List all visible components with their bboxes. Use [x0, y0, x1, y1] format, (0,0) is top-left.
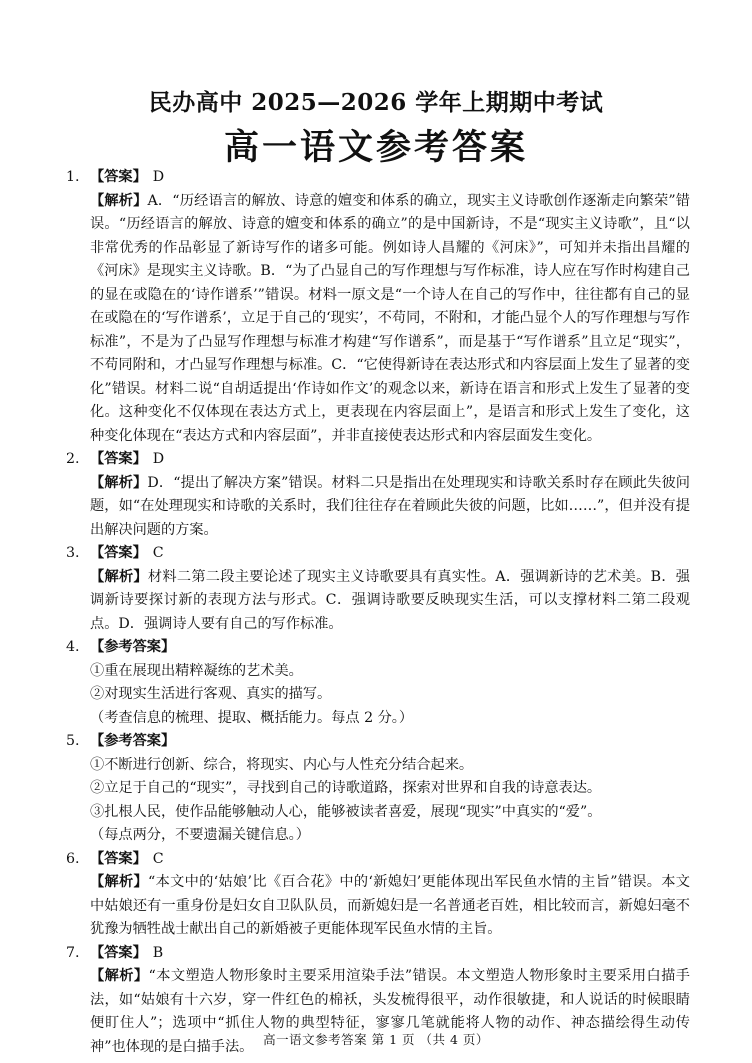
question-number: 5.: [66, 733, 80, 749]
answer-value: D: [152, 169, 165, 185]
analysis-label: 【解析】: [90, 192, 148, 209]
question-item-6: [66, 848, 690, 942]
answer-point: ②对现实生活进行客观、真实的描写。: [90, 686, 332, 702]
analysis-text: “本文塑造人物形象时主要采用渲染手法”错误。本文塑造人物形象时主要采用白描手法，如“姑娘有十六岁，穿一件红色的棉袄，头发梳得很平，动作很敏捷，和人说话的时候眼睛便盯住人”；选项中“抓住人物的典型特征，寥寥几笔就能将人物的动作、神态描绘得生动传神”也体现的是白描手法。: [90, 968, 690, 1055]
question-number: 6.: [66, 850, 80, 867]
analysis-label: 【解析】: [90, 568, 148, 585]
analysis-text: 材料二第二段主要论述了现实主义诗歌要具有真实性。A．强调新诗的艺术美。B．强调新诗要探讨新的表现方法与形式。C．强调诗歌要反映现实生活，可以支撑材料二第二段观点。D．强调诗人要有自己的写作标准。: [90, 568, 690, 632]
question-number: 7.: [66, 944, 80, 961]
analysis-paragraph: [90, 871, 690, 942]
answer-value: C: [152, 850, 164, 867]
question-item-3: [66, 542, 690, 636]
answer-value: B: [152, 944, 164, 961]
analysis-text: A．“历经语言的解放、诗意的嬗变和体系的确立，现实主义诗歌创作逐渐走向繁荣”错误。“历经语言的解放、诗意的嬗变和体系的确立”的是中国新诗，不是“现实主义诗歌”，且“以非常优秀的作品彰显了新诗写作的诸多可能。例如诗人昌耀的《河床》”，可知并未指出昌耀的《河床》是现实主义诗歌。B．“为了凸显自己的写作理想与写作标准，诗人应在写作时构建自己的显在或隐在的‘诗作谱系’”错误。材料一原文是“一个诗人在自己的写作中，往往都有自己的显在或隐在的‘写作谱系’，立足于自己的‘现实’，不苟同，不附和，才能凸显个人的写作理想与写作标准”，不是为了凸显写作理想与标准才构建“写作谱系”，而是基于“写作谱系”且立足“现实”，不苟同附和，才凸显写作理想与标准。C．“它使得新诗在表达形式和内容层面上发生了显著的变化”错误。材料二说“自胡适提出‘作诗如作文’的观念以来，新诗在语言和形式上发生了显著的变化。这种变化不仅体现在表达方式上，更表现在内容层面上”，是语言和形式上发生了变化，这种变化体现在“表达方式和内容层面”，并非直接使表达形式和内容层面发生变化。: [90, 192, 690, 444]
reference-answer-points: [90, 660, 690, 731]
answer-label: 【答案】: [90, 850, 147, 867]
analysis-text: “本文中的‘姑娘’比《百合花》中的‘新媳妇’更能体现出军民鱼水情的主旨”错误。本文中姑娘还有一重身份是妇女自卫队队员，而新媳妇是一名普通老百姓，相比较而言，新媳妇毫不犹豫为牺牲战士献出自己的新婚被子更能体现军民鱼水情的主旨。: [90, 874, 690, 937]
analysis-label: 【解析】: [90, 874, 149, 890]
analysis-paragraph: [90, 472, 690, 543]
reference-answer-points: [90, 754, 690, 848]
answer-point: ①重在展现出精粹凝练的艺术美。: [90, 662, 303, 679]
document-subtitle: 高一语文参考答案: [223, 128, 528, 168]
answer-list: [66, 166, 690, 1059]
question-item-2: [66, 448, 690, 542]
analysis-text: D．“提出了解决方案”错误。材料二只是指出在处理现实和诗歌关系时存在顾此失彼问题，如“在处理现实和诗歌的关系时，我们往往存在着顾此失彼的问题，比如……”，但并没有提出解决问题的方案。: [90, 474, 690, 538]
answer-point: ①不断进行创新、综合，将现实、内心与人性充分结合起来。: [90, 756, 474, 773]
analysis-label: 【解析】: [90, 968, 149, 984]
answer-label: 【答案】: [90, 944, 147, 961]
answer-point: ③扎根人民，使作品能够触动人心，能够被读者喜爱，展现“现实”中真实的“爱”。: [90, 803, 602, 820]
answer-value: C: [152, 545, 164, 561]
question-number: 1.: [66, 169, 80, 185]
answer-label: 【答案】: [90, 451, 147, 467]
reference-answer-label: 【参考答案】: [90, 733, 176, 749]
analysis-paragraph: [90, 190, 690, 449]
page-footer: 高一语文参考答案 第 1 页 （共 4 页）: [263, 1032, 489, 1047]
answer-value: D: [152, 451, 165, 467]
question-item-5: [66, 730, 690, 848]
question-number: 3.: [66, 545, 80, 561]
answer-point: ②立足于自己的“现实”，寻找到自己的诗歌道路，探索对世界和自我的诗意表达。: [90, 780, 602, 796]
scoring-note: （每点两分，不要遗漏关键信息。）: [90, 827, 310, 843]
analysis-label: 【解析】: [90, 474, 148, 491]
question-number: 4.: [66, 639, 80, 655]
question-item-1: [66, 166, 690, 448]
scoring-note: （考查信息的梳理、提取、概括能力。每点 2 分。）: [90, 709, 414, 726]
exam-title: 民办高中 2025—2026 学年上期期中考试: [148, 89, 604, 116]
answer-label: 【答案】: [90, 169, 147, 185]
question-number: 2.: [66, 451, 80, 467]
question-item-4: [66, 636, 690, 730]
reference-answer-label: 【参考答案】: [90, 639, 176, 655]
answer-label: 【答案】: [90, 545, 147, 561]
analysis-paragraph: [90, 566, 690, 637]
